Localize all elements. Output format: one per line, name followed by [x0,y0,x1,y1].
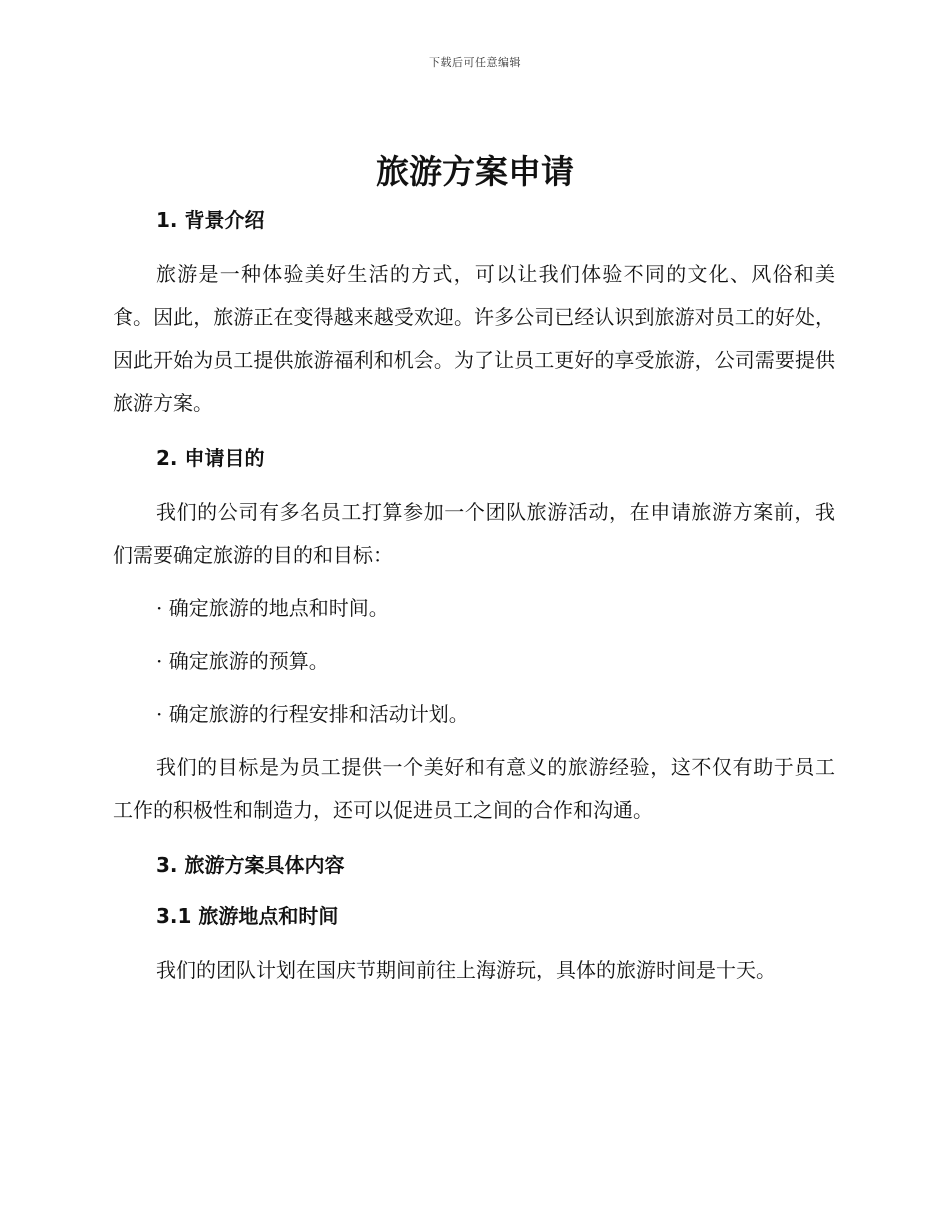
bullet-item-location-time: · 确定旅游的地点和时间。 [156,596,389,620]
bullet-item-itinerary: · 确定旅游的行程安排和活动计划。 [156,702,469,726]
header-note: 下载后可任意编辑 [429,56,521,69]
section-heading-purpose: 2. 申请目的 [156,446,265,470]
paragraph-background: 旅游是一种体验美好生活的方式，可以让我们体验不同的文化、风俗和美食。因此，旅游正在变得越来越受欢迎。许多公司已经认识到旅游对员工的好处，因此开始为员工提供旅游福利和机会。为了让员工更好的享受旅游，公司需要提供旅游方案。 [113,262,835,415]
section-heading-plan-content: 3. 旅游方案具体内容 [156,853,345,877]
section-heading-background: 1. 背景介绍 [156,208,265,232]
paragraph-purpose: 我们的公司有多名员工打算参加一个团队旅游活动，在申请旅游方案前，我们需要确定旅游的目的和目标： [113,500,835,567]
paragraph-goal: 我们的目标是为员工提供一个美好和有意义的旅游经验，这不仅有助于员工工作的积极性和制造力，还可以促进员工之间的合作和沟通。 [113,755,835,822]
document-body [113,202,835,992]
paragraph-location-time: 我们的团队计划在国庆节期间前往上海游玩，具体的旅游时间是十天。 [156,958,776,982]
document-title: 旅游方案申请 [376,152,574,191]
subsection-heading-location-time: 3.1 旅游地点和时间 [156,904,339,928]
bullet-item-budget: · 确定旅游的预算。 [156,649,329,673]
